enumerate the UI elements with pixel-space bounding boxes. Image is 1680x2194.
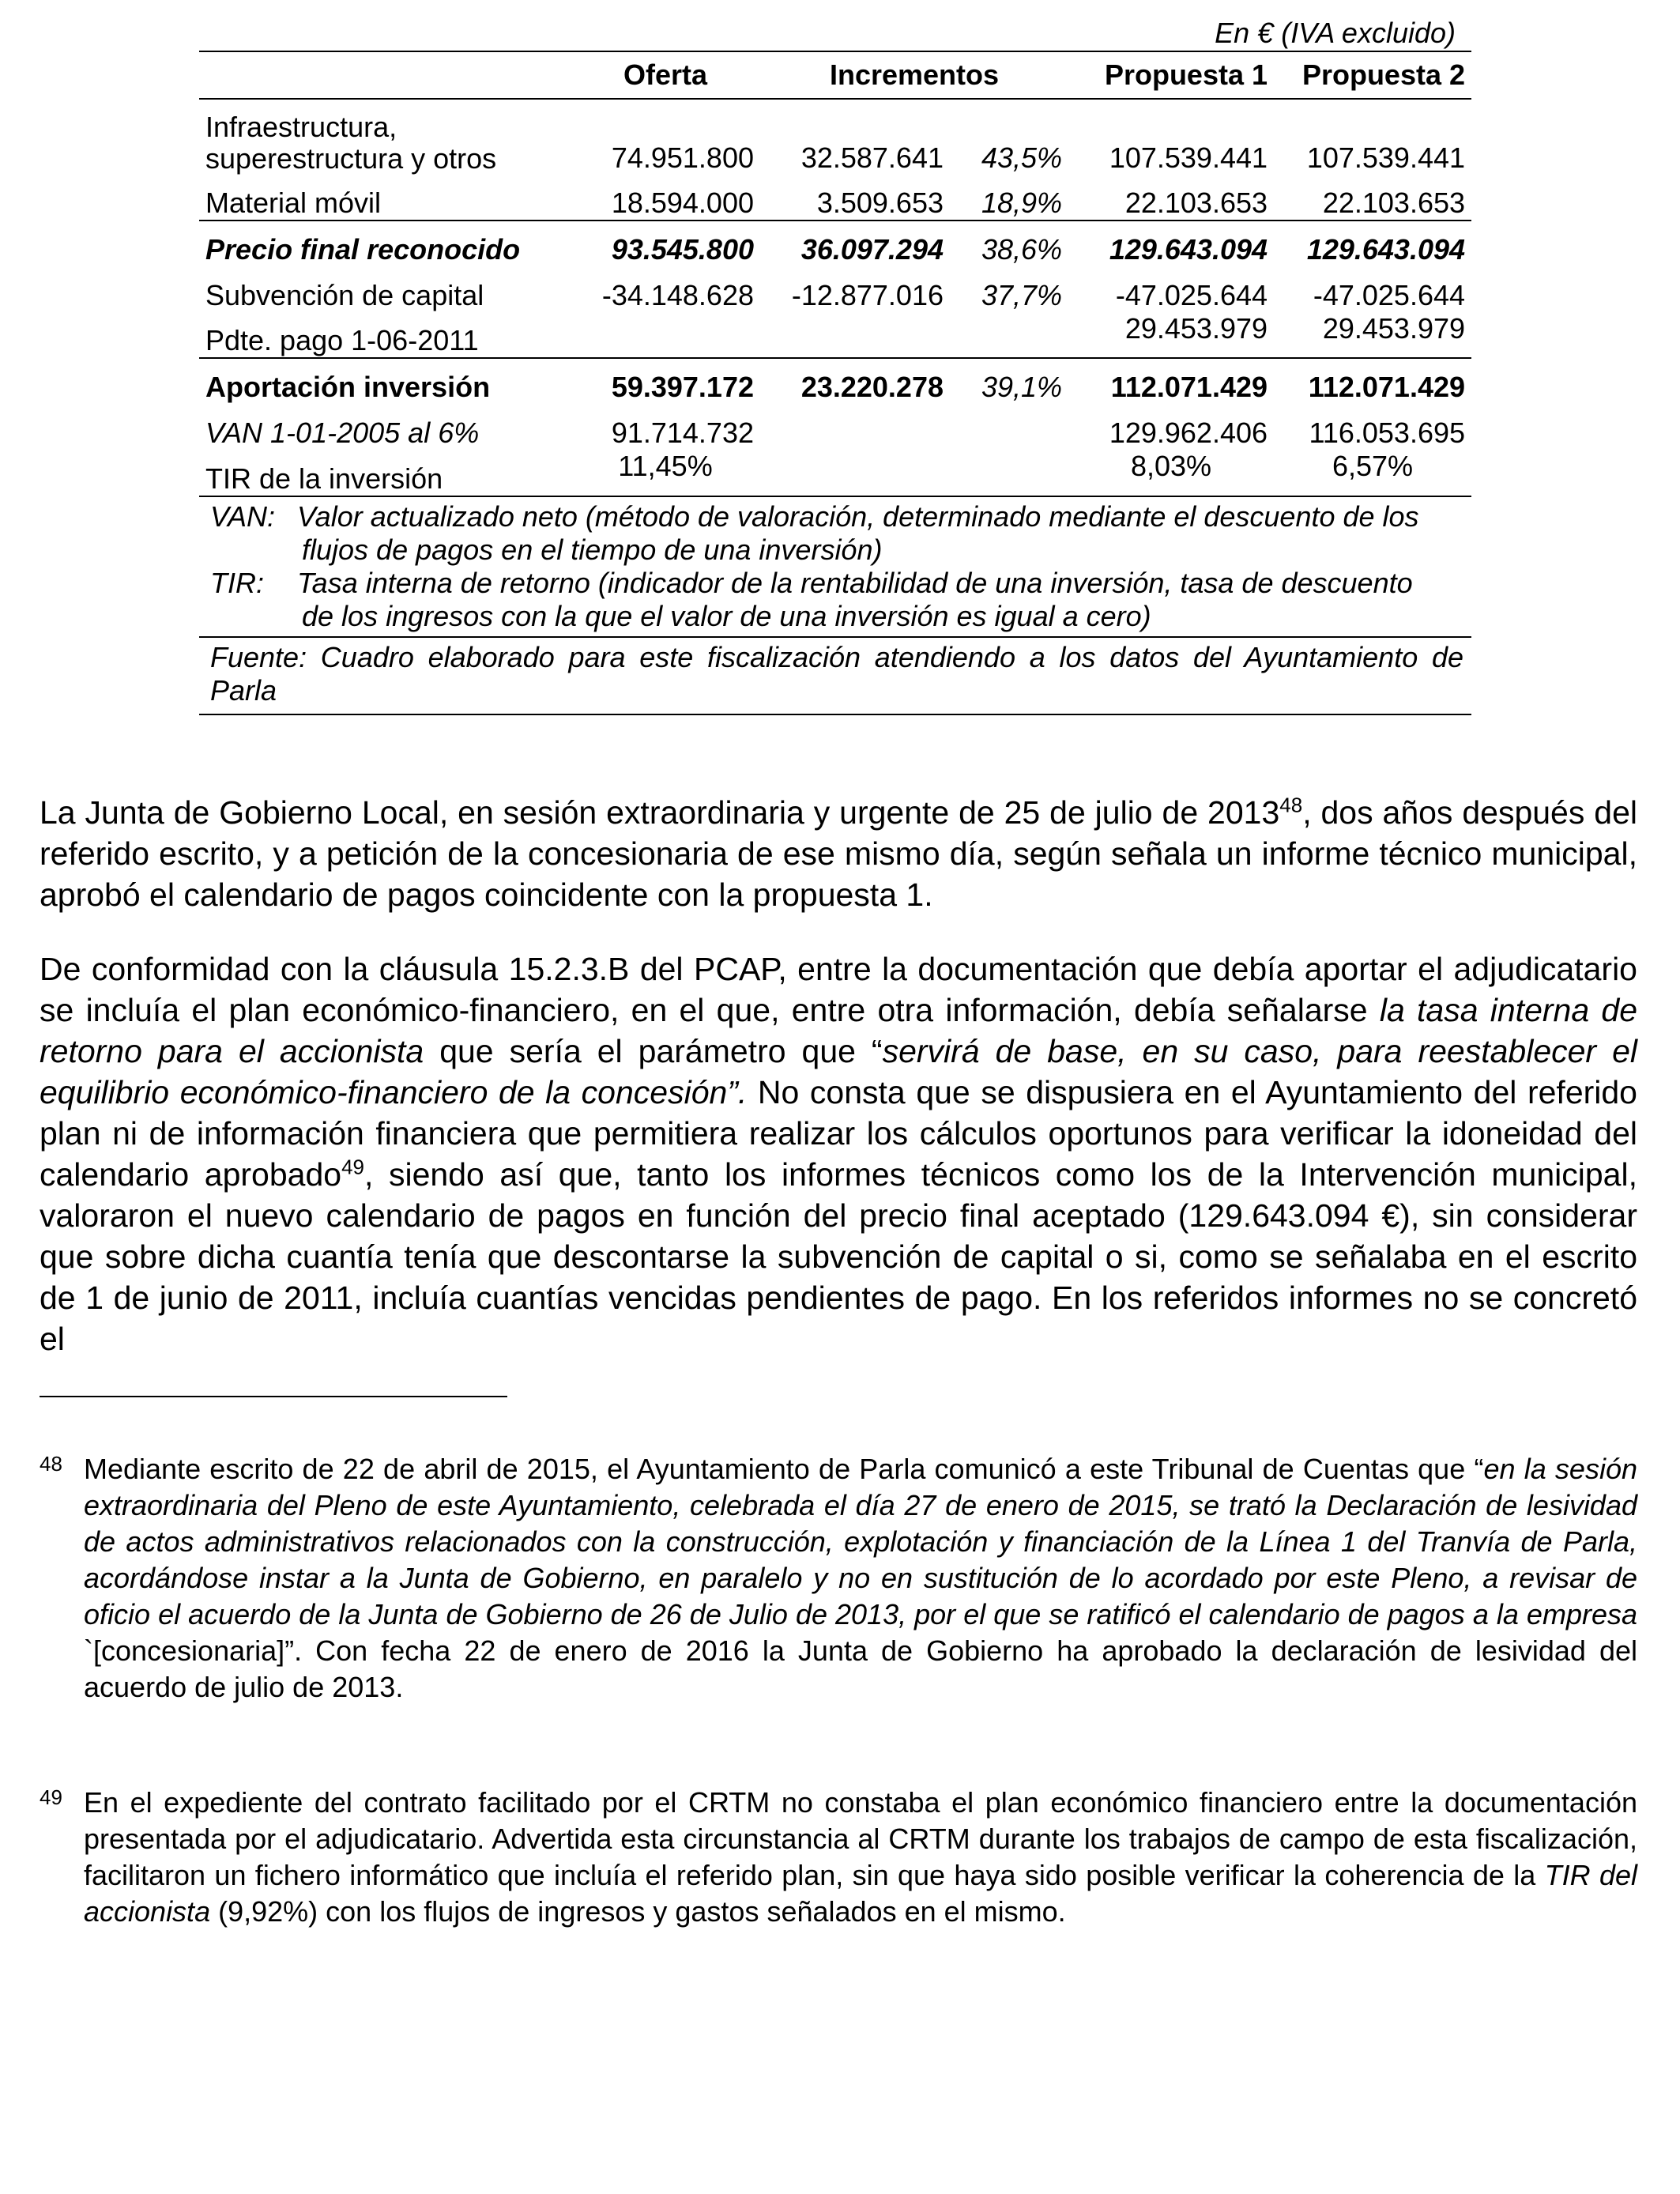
cell-propuesta-1: 8,03%: [1130, 450, 1212, 482]
footnote-49-i1: TIR del accionista: [84, 1859, 1637, 1928]
table-row-total: [199, 221, 1471, 266]
table-caption: En € (IVA excluido): [1215, 17, 1456, 49]
cell-propuesta-1: 29.453.979: [1124, 312, 1268, 345]
cell-propuesta-2: -47.025.644: [1313, 279, 1466, 311]
cell-propuesta-1: 129.962.406: [1109, 417, 1268, 449]
paragraph-2-i1: la tasa interna de retorno para el accionista: [40, 992, 1638, 1069]
footnote-49: [40, 1785, 1637, 1930]
paragraph-1-text-a: La Junta de Gobierno Local, en sesión extraordinaria y urgente de 25 de julio de 2013: [40, 794, 1280, 831]
data-table: [199, 51, 1471, 496]
cell-pct: 18,9%: [981, 187, 1063, 219]
cell-incremento: [760, 312, 950, 358]
cell-pct: 38,6%: [950, 221, 1068, 266]
table-row: [199, 99, 1471, 175]
header-propuesta-1: Propuesta 1: [1068, 51, 1274, 99]
row-label: Aportación inversión: [199, 358, 571, 404]
table-row: [199, 404, 1471, 450]
cell-propuesta-1: 129.643.094: [1068, 221, 1274, 266]
cell-pct: [950, 404, 1068, 450]
cell-oferta: 59.397.172: [571, 358, 760, 404]
cell-propuesta-1: 112.071.429: [1068, 358, 1274, 404]
header-oferta: Oferta: [571, 51, 760, 99]
note-van-text: Valor actualizado neto (método de valoración, determinado mediante el descuento de los: [297, 500, 1419, 533]
row-label: Pdte. pago 1-06-2011: [205, 324, 479, 356]
footnote-48-i1: en la sesión extraordinaria del Pleno de este Ayuntamiento, celebrada el día 27 de enero de 2015, se trató la Declaración de lesividad de actos administrativos relacionados con la construcción, explotación y financiación de la Línea 1 del Tranvía de Parla, acordándose instar a la Junta de Gobierno, en paralelo y no en sustitución de lo acordado por este Pleno, a revisar de oficio el acuerdo de la Junta de Gobierno de 26 de Julio de 2013, por el que se ratificó el calendario de pagos a la empresa: [84, 1453, 1637, 1630]
note-van-continuation: flujos de pagos en el tiempo de una inversión): [302, 533, 883, 566]
paragraph-1-text-b: , dos años después del referido escrito, y a petición de la concesionaria de ese mismo día, según señala un informe técnico municipal, aprobó el calendario de pagos coincidente con la propuesta 1.: [40, 794, 1637, 913]
cell-incremento: -12.877.016: [791, 279, 944, 311]
footnote-48: [40, 1451, 1637, 1706]
header-propuesta-2: Propuesta 2: [1274, 51, 1471, 99]
cell-oferta: 91.714.732: [611, 417, 754, 449]
cell-propuesta-2: 29.453.979: [1322, 312, 1466, 345]
note-van-key: VAN:: [210, 500, 276, 533]
cell-oferta: 11,45%: [618, 450, 713, 482]
cell-propuesta-2: 112.071.429: [1274, 358, 1471, 404]
footnote-49-t2: (9,92%) con los flujos de ingresos y gastos señalados en el mismo.: [210, 1895, 1066, 1928]
header-incrementos: Incrementos: [760, 51, 1068, 99]
row-label: TIR de la inversión: [205, 462, 443, 495]
paragraph-2-t3: No consta que se dispusiera en el Ayuntamiento del referido plan ni de información financiera que permitiera realizar los cálculos oportunos para verificar la idoneidad del calendario aprobado: [40, 1074, 1637, 1193]
cell-oferta: -34.148.628: [601, 279, 754, 311]
footnote-48-number: 48: [40, 1452, 62, 1476]
table-row: [199, 312, 1471, 358]
paragraph-2-t1: De conformidad con la cláusula 15.2.3.B del PCAP, entre la documentación que debía aportar el adjudicatario se incluía el plan económico-financiero, en el que, entre otra información, debía señalarse: [40, 951, 1637, 1028]
cell-pct: 43,5%: [981, 141, 1063, 174]
cell-oferta: 74.951.800: [611, 141, 754, 174]
table-row: [199, 266, 1471, 312]
table-header-row: [199, 51, 1471, 99]
paragraph-1: [40, 792, 1637, 915]
paragraph-2: [40, 948, 1637, 1359]
cell-incremento: [760, 450, 950, 496]
cell-oferta: [571, 312, 760, 358]
paragraph-2-t2: que sería el parámetro que “: [424, 1033, 883, 1069]
cell-incremento: 23.220.278: [760, 358, 950, 404]
cell-incremento: [760, 404, 950, 450]
footnote-48-t2: `[concesionaria]”. Con fecha 22 de enero de 2016 la Junta de Gobierno ha aprobado la declaración de lesividad del acuerdo de julio de 2013.: [84, 1634, 1637, 1703]
footnote-49-text: [84, 1785, 1637, 1930]
cell-propuesta-2: 129.643.094: [1274, 221, 1471, 266]
cell-oferta: 93.545.800: [571, 221, 760, 266]
footnote-48-t1: Mediante escrito de 22 de abril de 2015, el Ayuntamiento de Parla comunicó a este Tribunal de Cuentas que “: [84, 1453, 1484, 1485]
row-label: VAN 1-01-2005 al 6%: [205, 417, 480, 449]
cell-incremento: 36.097.294: [760, 221, 950, 266]
note-tir-continuation: de los ingresos con la que el valor de una inversión es igual a cero): [302, 600, 1151, 632]
table-row: [199, 450, 1471, 496]
paragraph-2-i2: servirá de base, en su caso, para reestablecer el equilibrio económico-financiero de la concesión”.: [40, 1033, 1637, 1110]
cell-propuesta-1: -47.025.644: [1115, 279, 1268, 311]
paragraph-2-t4: , siendo así que, tanto los informes técnicos como los de la Intervención municipal, valoraron el nuevo calendario de pagos en función del precio final aceptado (129.643.094 €), sin considerar que sobre dicha cuantía tenía que descontarse la subvención de capital o si, como se señalaba en el escrito de 1 de junio de 2011, incluía cuantías vencidas pendientes de pago. En los referidos informes no se concretó el: [40, 1156, 1637, 1357]
row-label: Subvención de capital: [205, 279, 484, 311]
row-label: Precio final reconocido: [199, 221, 571, 266]
financial-table: [199, 16, 1471, 715]
cell-propuesta-1: 22.103.653: [1124, 187, 1268, 219]
cell-incremento: 32.587.641: [800, 141, 944, 174]
cell-pct: 37,7%: [981, 279, 1063, 311]
note-van: [210, 500, 1463, 533]
footnote-48-text: [84, 1451, 1637, 1706]
note-tir-key: TIR:: [210, 567, 264, 599]
cell-propuesta-2: 6,57%: [1332, 450, 1414, 482]
header-empty: [199, 51, 571, 99]
row-label: Material móvil: [205, 187, 382, 219]
footnote-49-t1: En el expediente del contrato facilitado por el CRTM no constaba el plan económico financiero entre la documentación presentada por el adjudicatario. Advertida esta circunstancia al CRTM durante los trabajos de campo de esta fiscalización, facilitaron un fichero informático que incluía el referido plan, sin que haya sido posible verificar la coherencia de la: [84, 1786, 1637, 1891]
footnote-ref-48[interactable]: 48: [1279, 793, 1303, 817]
cell-propuesta-2: 22.103.653: [1322, 187, 1466, 219]
table-notes: [199, 496, 1471, 636]
table-row-total: [199, 358, 1471, 404]
row-label: Infraestructura, superestructura y otros: [205, 111, 497, 175]
note-tir-text: Tasa interna de retorno (indicador de la rentabilidad de una inversión, tasa de descuento: [297, 567, 1413, 599]
cell-propuesta-1: 107.539.441: [1109, 141, 1268, 174]
footnote-49-number: 49: [40, 1785, 62, 1809]
footnote-ref-49[interactable]: 49: [341, 1155, 364, 1179]
cell-propuesta-2: 107.539.441: [1306, 141, 1466, 174]
cell-oferta: 18.594.000: [611, 187, 754, 219]
cell-incremento: 3.509.653: [816, 187, 944, 219]
footnote-separator: [40, 1396, 507, 1397]
cell-pct: [950, 450, 1068, 496]
cell-pct: 39,1%: [950, 358, 1068, 404]
note-tir: [210, 567, 1463, 600]
table-row: [199, 175, 1471, 221]
table-source: Fuente: Cuadro elaborado para este fiscalización atendiendo a los datos del Ayuntamiento de Parla: [199, 636, 1471, 715]
cell-pct: [950, 312, 1068, 358]
cell-propuesta-2: 116.053.695: [1309, 417, 1466, 449]
